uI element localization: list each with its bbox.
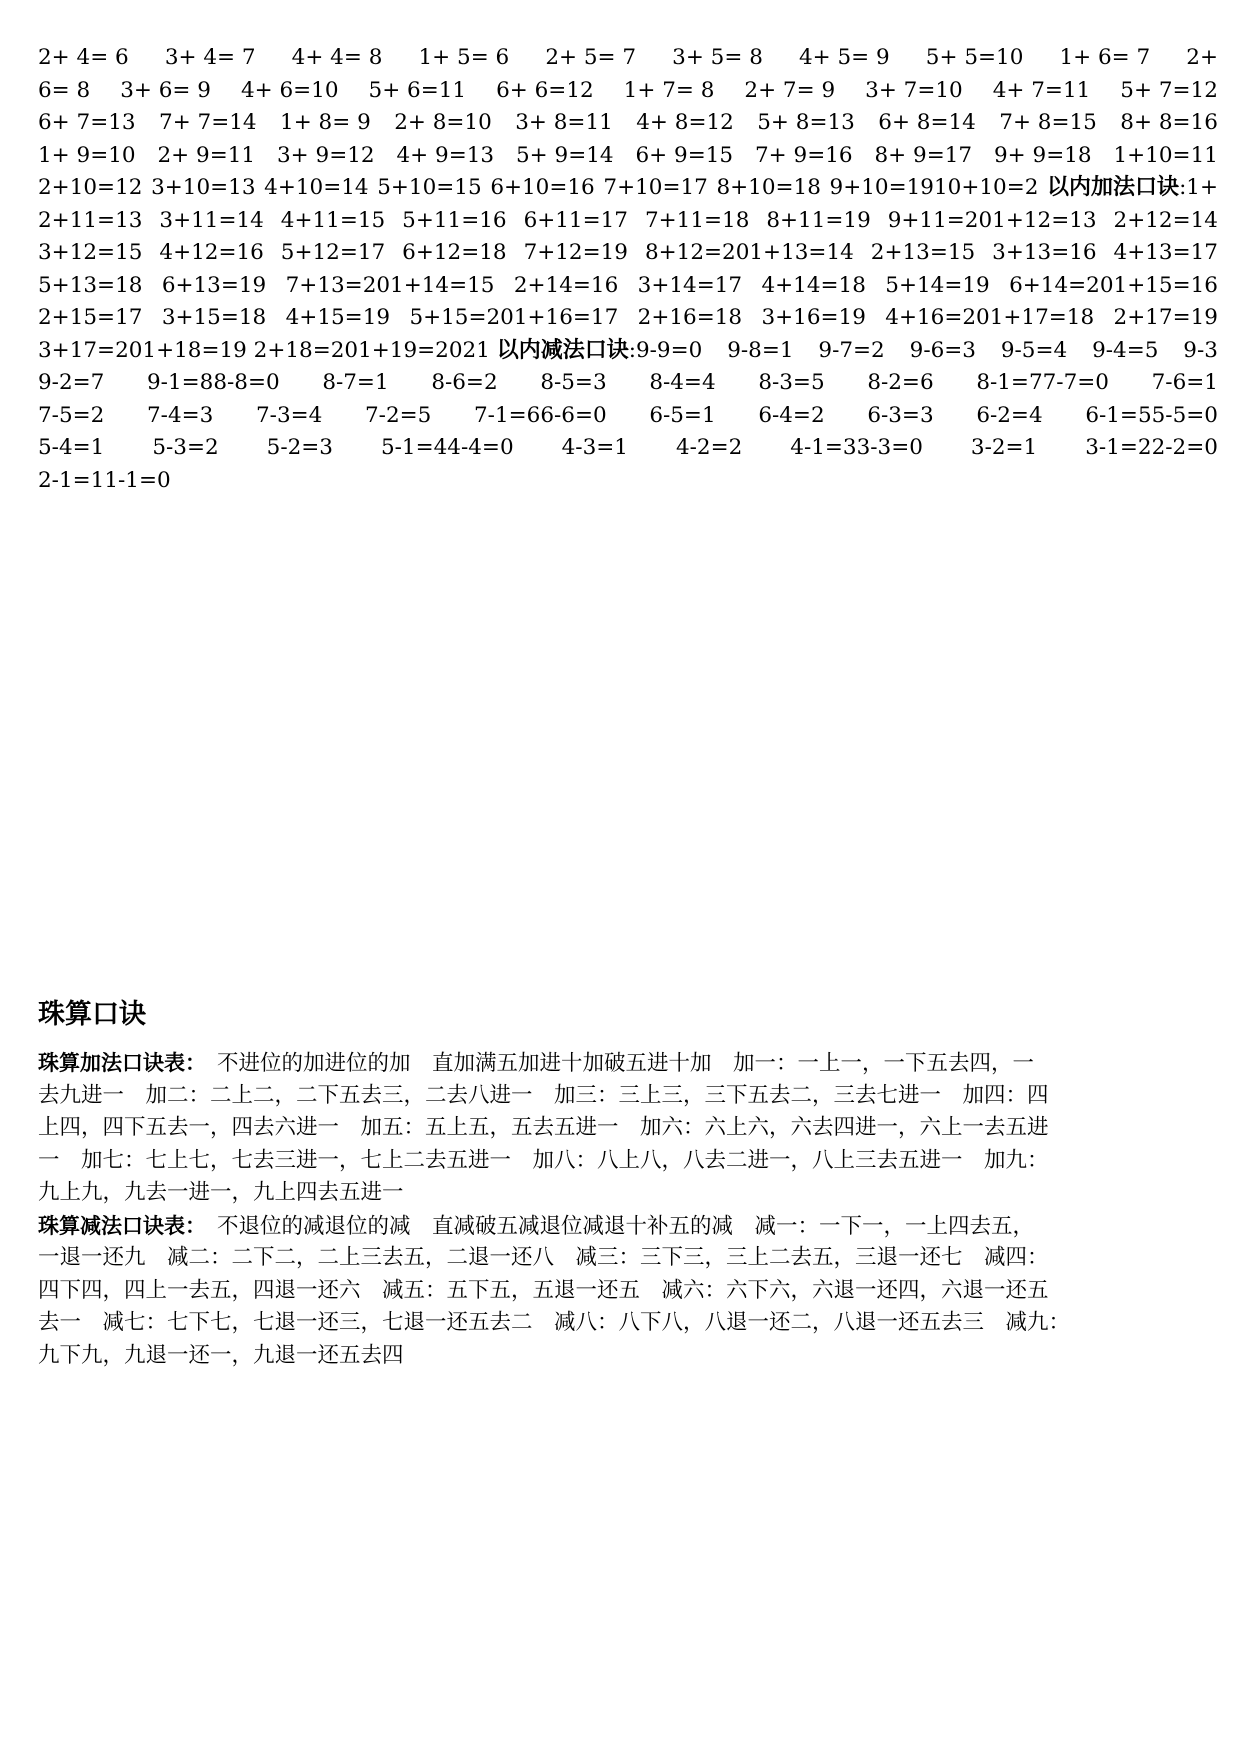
addition-rhyme-label: 珠算加法口诀表： <box>38 1051 196 1075</box>
equation: 3+10=13 <box>151 175 256 200</box>
equation-line <box>38 302 1218 334</box>
addition-rhyme-line <box>38 1047 1218 1079</box>
equation: 6+ 8=14 <box>878 110 976 135</box>
equation: 3+ 7=10 <box>865 77 963 103</box>
equation: 4+ 9=13 <box>396 142 495 168</box>
equation: 5+11=16 <box>402 207 507 233</box>
equation: 7-5=2 <box>38 402 105 428</box>
addition-rhyme-line <box>38 1080 1218 1112</box>
equation: 8+10=18 <box>716 175 821 200</box>
subtraction-rhyme-text: 一退一还九 减二：二下二，二上三去五，二退一还八 减三：三下三，三上二去五，三退一还七 减四： <box>38 1245 1049 1270</box>
equation: 6+12=18 <box>402 240 507 265</box>
equation: 2+ 9=11 <box>157 142 256 168</box>
equation: 9-6=3 <box>909 337 976 363</box>
equation: 6+11=17 <box>523 207 628 233</box>
equation: 7-1=66-6=0 <box>474 402 607 428</box>
equation: 4-1=33-3=0 <box>790 435 923 460</box>
addition-rhyme-text: 九上九，九去一进一，九上四去五进一 <box>38 1180 404 1205</box>
equation: 2+16=18 <box>637 305 743 330</box>
addition-table-heading: 以内加法口诀 <box>1047 175 1180 200</box>
equation-line <box>38 75 1218 107</box>
equation: 8+ 8=16 <box>1120 110 1218 135</box>
equation: 4+ 4= 8 <box>291 45 383 70</box>
equation: 9-8=1 <box>727 337 794 363</box>
equation: 8-3=5 <box>758 370 825 395</box>
equation: 5+ 5=10 <box>925 45 1024 70</box>
equation: 4+ 5= 9 <box>798 45 890 70</box>
subtraction-rhyme-text: 四下四，四上一去五，四退一还六 减五：五下五，五退一还五 减六：六下六，六退一还四，六退一还五 <box>38 1277 1049 1303</box>
equation-line <box>38 367 1218 399</box>
equation: 2+14=16 <box>513 272 619 298</box>
equation-line <box>38 107 1218 139</box>
equation: 3+16=19 <box>761 305 866 330</box>
equation: 2+ 4= 6 <box>38 45 129 70</box>
equation-line <box>38 465 1218 497</box>
equation: 3+12=15 <box>38 240 143 265</box>
equation: 5+ 8=13 <box>757 110 855 135</box>
equation: 9-5=4 <box>1000 337 1068 363</box>
subtraction-rhyme-line <box>38 1340 1218 1372</box>
equation: 8-6=2 <box>431 370 498 395</box>
equation: 7+11=18 <box>644 207 750 233</box>
equation: 1+ 9=10 <box>38 142 136 168</box>
equation: 6-4=2 <box>758 402 825 428</box>
equation: 3+15=18 <box>161 305 267 330</box>
equation-line <box>38 205 1218 237</box>
subtraction-rhyme-text: 不退位的减退位的减 直减破五减退位减退十补五的减 减一：一下一，一上四去五， <box>195 1213 1035 1239</box>
equation: 4+11=15 <box>280 207 386 233</box>
equation: 5+14=19 <box>885 272 990 298</box>
equation: 7+ 7=14 <box>159 110 257 135</box>
addition-rhyme-line <box>38 1112 1218 1144</box>
equation: 4-3=1 <box>561 435 628 460</box>
equation: 7+10=17 <box>603 175 708 200</box>
equation-line <box>38 400 1218 432</box>
subtraction-rhyme-line <box>38 1307 1218 1339</box>
addition-heading-group <box>1047 172 1218 204</box>
equation: 1+ 8= 9 <box>280 110 371 135</box>
equation: 7-4=3 <box>147 402 214 428</box>
equation: 2+10=12 <box>38 175 143 200</box>
equation: 8-4=4 <box>649 370 716 395</box>
equation: 4-2=2 <box>675 435 743 460</box>
equation: 7-3=4 <box>256 402 323 428</box>
equation: 3+ 8=11 <box>515 110 613 135</box>
equation: 5-1=44-4=0 <box>380 435 514 460</box>
equation: 7+ 8=15 <box>999 110 1097 135</box>
equation: 3+17=201+18=19 2+18=201+19=2021 <box>38 337 497 363</box>
equation-line <box>38 432 1218 464</box>
equation: 6= 8 <box>38 77 91 103</box>
equation: 2+ 8=10 <box>394 110 492 135</box>
equation: 5-2=3 <box>266 435 333 460</box>
equation: 5+13=18 <box>38 272 143 298</box>
equation: 3+13=16 <box>992 240 1097 265</box>
equation: 9+10=1910+10=2 <box>829 175 1039 200</box>
equation: 3-2=1 <box>970 435 1038 460</box>
equation-block <box>38 42 1218 512</box>
subtraction-heading-group <box>38 335 702 367</box>
equation-line <box>38 270 1218 302</box>
equation: 6-3=3 <box>867 402 934 428</box>
equation: 7+12=19 <box>523 240 628 265</box>
addition-rhyme-text: 一 加七：七上七，七去三进一，七上二去五进一 加八：八上八，八去二进一，八上三去五进一 加九： <box>38 1147 1049 1173</box>
equation-line <box>38 335 1218 367</box>
equation: 5-3=2 <box>152 435 219 460</box>
equation: 6+ 9=15 <box>635 142 734 168</box>
equation: 2+13=15 <box>870 240 976 265</box>
equation: 5+15=201+16=17 <box>409 305 619 330</box>
equation: 9+ 9=18 <box>994 142 1092 168</box>
equation-line <box>38 172 1218 204</box>
equation: 4+13=17 <box>1113 240 1218 265</box>
equation: 2+17=19 <box>1113 305 1218 330</box>
equation: 3+ 6= 9 <box>120 77 211 103</box>
equation: 8+ 9=17 <box>874 142 973 168</box>
abacus-section-title: 珠算口诀 <box>38 999 146 1030</box>
subtraction-table-heading: 以内减法口诀 <box>496 337 629 363</box>
equation: 4+16=201+17=18 <box>885 305 1095 330</box>
equation: 4+ 8=12 <box>636 110 734 135</box>
equation: 9-3 <box>1183 337 1218 363</box>
equation: 8-5=3 <box>540 370 607 395</box>
equation: 9-4=5 <box>1092 337 1159 363</box>
equation: 8+11=19 <box>766 207 871 233</box>
equation: 3+14=17 <box>637 272 743 298</box>
subtraction-rhyme-line <box>38 1210 1218 1242</box>
equation: 1+10=11 <box>1113 142 1218 168</box>
equation: 2+ 7= 9 <box>744 77 836 103</box>
addition-rhyme-line <box>38 1177 1218 1209</box>
equation: 5-4=1 <box>38 435 105 460</box>
equation: 9-1=88-8=0 <box>147 370 280 395</box>
equation: 8+12=201+13=14 <box>644 240 854 265</box>
equation: 2-1=11-1=0 <box>38 467 171 493</box>
subtraction-rhyme-label: 珠算减法口诀表： <box>38 1213 196 1238</box>
equation: 7-2=5 <box>365 402 432 428</box>
equation: 4+15=19 <box>285 305 391 330</box>
subtraction-rhyme-line <box>38 1275 1218 1307</box>
equation: 5+ 6=11 <box>368 77 467 103</box>
equation: 1+ 7= 8 <box>623 77 715 103</box>
equation: 2+15=17 <box>38 305 143 330</box>
equation-line <box>38 42 1218 74</box>
equation: 4+14=18 <box>761 272 866 298</box>
equation: 9+11=201+12=13 <box>887 207 1097 233</box>
subtraction-rhyme-text: 九下九，九退一还一，九退一还五去四 <box>38 1342 404 1368</box>
equation: 3+ 4= 7 <box>164 45 256 70</box>
equation: 6+ 6=12 <box>496 77 594 103</box>
equation: 7+13=201+14=15 <box>285 272 495 298</box>
equation: 8-1=77-7=0 <box>976 370 1109 395</box>
equation: 4+ 6=10 <box>240 77 339 103</box>
subtraction-rhyme-line <box>38 1242 1218 1274</box>
equation: 4+10=14 <box>264 175 369 200</box>
addition-rhyme-text: 上四，四下五去一，四去六进一 加五：五上五，五去五进一 加六：六上六，六去四进一，六上一去五进 <box>38 1115 1049 1140</box>
equation: 5+12=17 <box>280 240 386 265</box>
equation: 1+ 5= 6 <box>418 45 510 70</box>
equation: 4+ 7=11 <box>992 77 1091 103</box>
equation: 8-2=6 <box>867 370 934 395</box>
equation: 9-2=7 <box>38 370 105 395</box>
equation-line <box>38 237 1218 269</box>
equation: 6+13=19 <box>161 272 267 298</box>
equation: 6+ 7=13 <box>38 110 136 135</box>
equation: 6-1=55-5=0 <box>1085 402 1218 428</box>
addition-rhyme-text: 不进位的加进位的加 直加满五加进十加破五进十加 加一：一上一，一下五去四，一 <box>195 1051 1035 1076</box>
equation: :1+ <box>1179 175 1218 200</box>
equation: 1+ 6= 7 <box>1059 45 1151 70</box>
equation: :9-9=0 <box>628 337 703 363</box>
abacus-rhymes-block <box>38 1047 1218 1387</box>
equation: 3+ 5= 8 <box>672 45 763 70</box>
equation: 3-1=22-2=0 <box>1085 435 1218 460</box>
equation: 5+ 7=12 <box>1120 77 1218 103</box>
equation: 6+10=16 <box>490 175 595 200</box>
equation: 6+14=201+15=16 <box>1009 272 1218 298</box>
equation-line <box>38 140 1218 172</box>
equation: 2+ <box>1186 45 1218 70</box>
equation: 3+ 9=12 <box>277 142 375 168</box>
equation: 3+11=14 <box>159 207 264 233</box>
addition-rhyme-line <box>38 1145 1218 1177</box>
equation: 5+10=15 <box>377 175 482 200</box>
equation: 7+ 9=16 <box>755 142 853 168</box>
equation: 7-6=1 <box>1151 370 1218 395</box>
equation: 6-2=4 <box>976 402 1043 428</box>
equation: 5+ 9=14 <box>516 142 614 168</box>
equation: 2+ 5= 7 <box>545 45 637 70</box>
subtraction-rhyme-text: 去一 减七：七下七，七退一还三，七退一还五去二 减八：八下八，八退一还二，八退一还五去三 减九： <box>38 1310 1071 1335</box>
equation: 8-7=1 <box>322 370 389 395</box>
addition-rhyme-text: 去九进一 加二：二上二，二下五去三，二去八进一 加三：三上三，三下五去二，三去七进一 加四：四 <box>38 1082 1049 1108</box>
equation: 4+12=16 <box>159 240 264 265</box>
equation: 6-5=1 <box>649 402 716 428</box>
equation: 2+12=14 <box>1113 207 1218 233</box>
equation: 2+11=13 <box>38 207 143 233</box>
equation: 9-7=2 <box>818 337 885 363</box>
